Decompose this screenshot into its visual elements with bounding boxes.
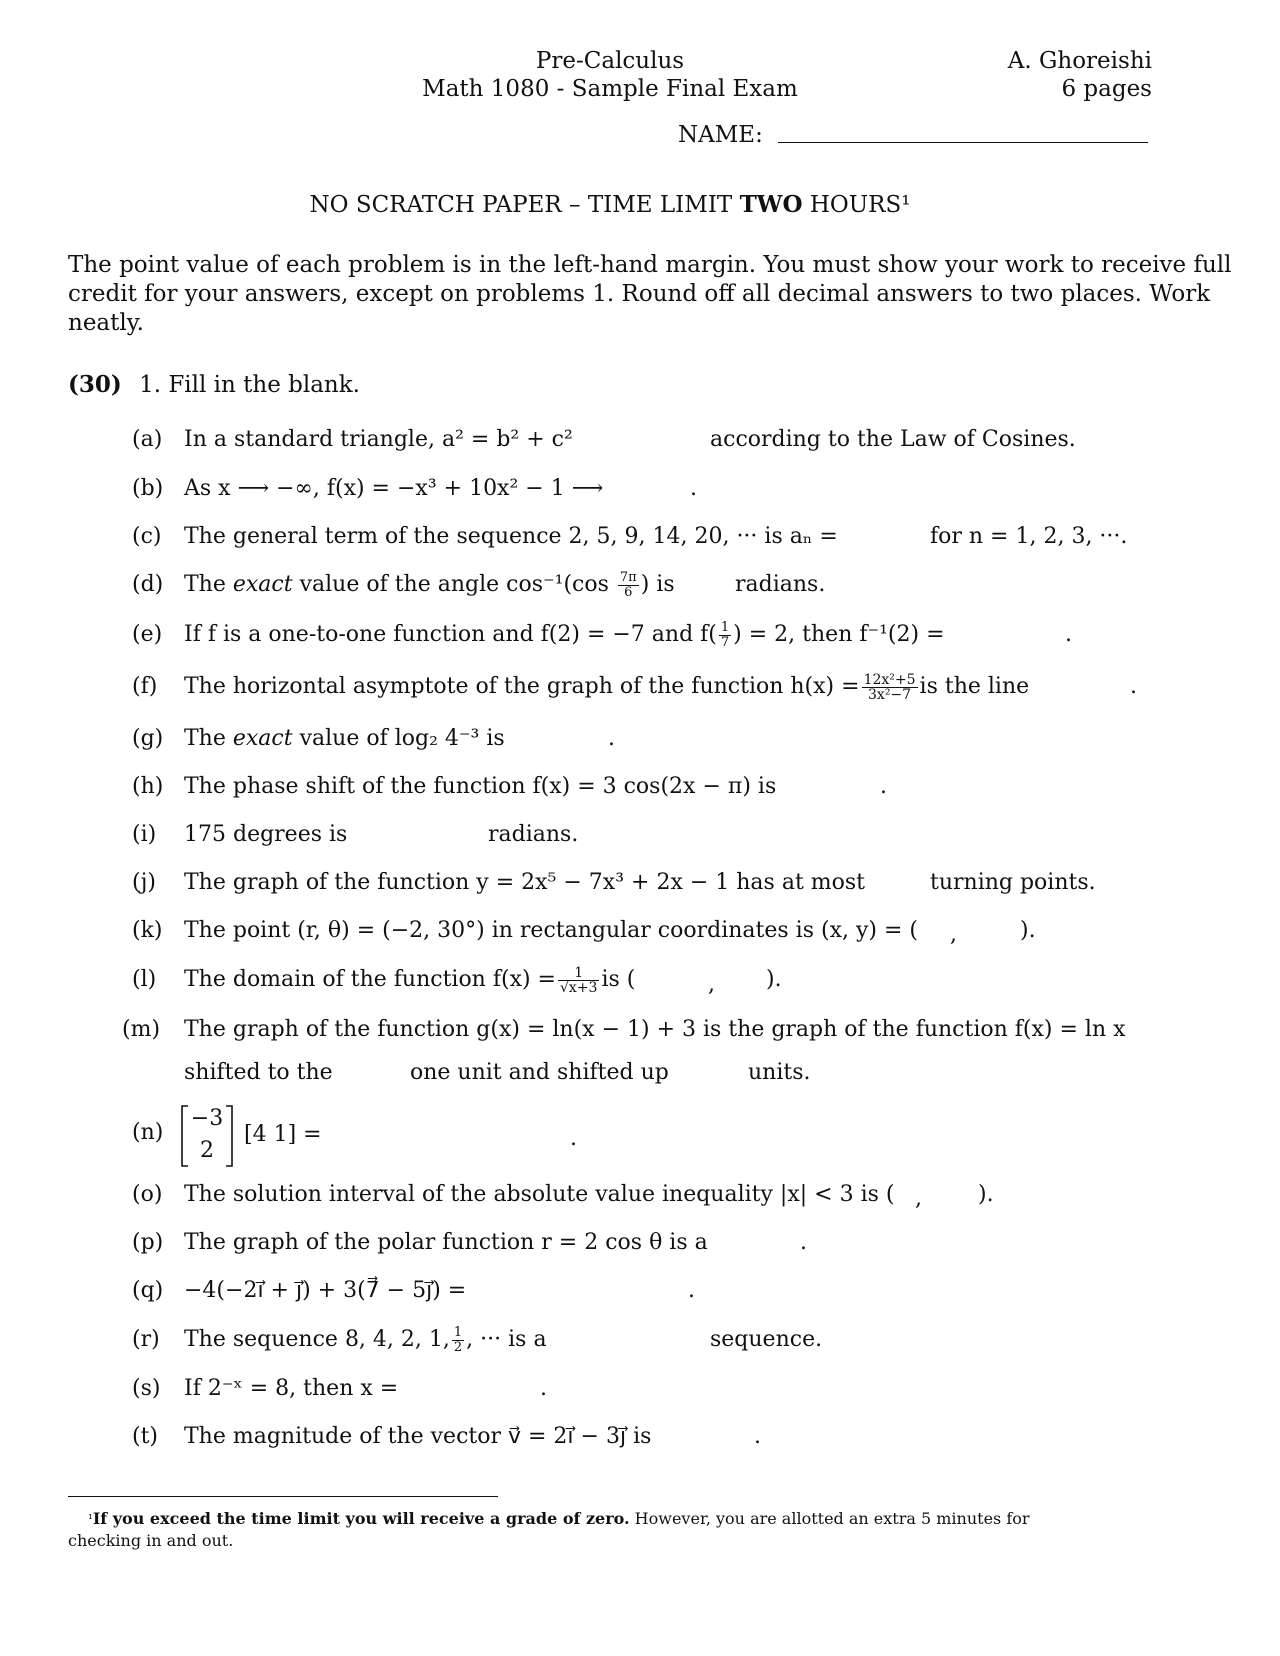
fraction-numerator: 1 bbox=[453, 1324, 463, 1340]
item-text-b: is ( bbox=[601, 967, 636, 992]
item-text: The graph of the polar function r = 2 cos θ is a bbox=[184, 1230, 708, 1255]
item-label: (o) bbox=[132, 1182, 163, 1207]
item-n-tail: . bbox=[570, 1126, 577, 1151]
footnote-mark: ¹ bbox=[88, 1512, 93, 1526]
item-text: The phase shift of the function f(x) = 3 cos(2x − π) is bbox=[184, 774, 777, 799]
item-text-emphasis: exact bbox=[232, 572, 293, 597]
item-text: −4(−2i⃗ + j⃗) + 3(7⃗ − 5j⃗) = bbox=[184, 1278, 467, 1303]
item-j bbox=[132, 868, 865, 898]
fraction bbox=[558, 966, 599, 995]
problem-title: 1. Fill in the blank. bbox=[139, 372, 360, 398]
item-k-close: ). bbox=[1020, 918, 1036, 943]
item-j-tail: turning points. bbox=[930, 870, 1096, 895]
item-text: As x ⟶ −∞, f(x) = −x³ + 10x² − 1 ⟶ bbox=[184, 476, 604, 501]
item-text-b: ) = 2, then f⁻¹(2) = bbox=[733, 622, 945, 647]
item-d bbox=[132, 570, 675, 600]
item-p-tail: . bbox=[800, 1230, 807, 1255]
item-label: (l) bbox=[132, 967, 157, 992]
item-o-comma: , bbox=[915, 1186, 922, 1211]
item-r bbox=[132, 1325, 547, 1355]
item-label: (q) bbox=[132, 1278, 164, 1303]
item-s bbox=[132, 1374, 398, 1404]
page-count: 6 pages bbox=[1061, 76, 1152, 102]
item-t-tail: . bbox=[754, 1424, 761, 1449]
item-o-close: ). bbox=[978, 1182, 994, 1207]
item-c-tail: for n = 1, 2, 3, ···. bbox=[930, 524, 1128, 549]
item-g bbox=[132, 724, 505, 754]
item-label: (r) bbox=[132, 1327, 160, 1352]
row-vector: [4 1] = bbox=[244, 1122, 322, 1147]
item-text: The solution interval of the absolute value inequality |x| < 3 is ( bbox=[184, 1182, 895, 1207]
item-text-b: is the line bbox=[919, 674, 1030, 699]
item-n-label: (n) bbox=[132, 1120, 164, 1145]
course-title: Pre-Calculus bbox=[535, 48, 685, 74]
exam-title: Math 1080 - Sample Final Exam bbox=[422, 76, 798, 102]
fraction-denominator: 7 bbox=[720, 634, 730, 650]
item-label: (h) bbox=[132, 774, 164, 799]
item-text-c: value of log₂ 4⁻³ is bbox=[292, 726, 505, 751]
item-text-d: ) is bbox=[640, 572, 675, 597]
item-f bbox=[132, 672, 1029, 702]
fraction bbox=[452, 1326, 464, 1355]
heading-part-1: NO SCRATCH PAPER – TIME LIMIT bbox=[309, 192, 740, 218]
item-label: (a) bbox=[132, 427, 163, 452]
item-m-line2-a: shifted to the bbox=[184, 1060, 333, 1085]
intro-line-3: neatly. bbox=[68, 310, 144, 336]
item-l-close: ). bbox=[766, 967, 782, 992]
heading-emphasis: TWO bbox=[739, 191, 803, 218]
item-e-tail: . bbox=[1065, 622, 1072, 647]
fraction-numerator: 7π bbox=[619, 569, 637, 585]
item-text: The magnitude of the vector v⃗ = 2i⃗ − 3j⃗ is bbox=[184, 1424, 652, 1449]
heading-part-3: HOURS¹ bbox=[802, 192, 911, 218]
fraction-numerator: 1 bbox=[558, 966, 599, 981]
item-label: (p) bbox=[132, 1230, 164, 1255]
item-label: (j) bbox=[132, 870, 156, 895]
name-field[interactable] bbox=[778, 142, 1148, 143]
item-t bbox=[132, 1422, 651, 1452]
fraction bbox=[862, 673, 918, 702]
item-r-tail: sequence. bbox=[710, 1327, 823, 1352]
item-k bbox=[132, 916, 918, 946]
item-text-a: The sequence 8, 4, 2, 1, bbox=[184, 1327, 450, 1352]
item-text: If 2⁻ˣ = 8, then x = bbox=[184, 1376, 399, 1401]
footnote-rest: However, you are allotted an extra 5 minutes for bbox=[629, 1509, 1030, 1528]
item-text-a: The domain of the function f(x) = bbox=[184, 967, 556, 992]
item-label: (b) bbox=[132, 476, 164, 501]
intro-line-2: credit for your answers, except on problems 1. Round off all decimal answers to two places. Work bbox=[68, 281, 1211, 307]
item-i-tail: radians. bbox=[488, 822, 579, 847]
footnote-line-1 bbox=[88, 1508, 1030, 1530]
item-h bbox=[132, 772, 776, 802]
item-text: 175 degrees is bbox=[184, 822, 348, 847]
item-text-c: value of the angle cos⁻¹(cos bbox=[292, 572, 616, 597]
item-o bbox=[132, 1180, 894, 1210]
fraction-numerator: 12x²+5 bbox=[863, 671, 916, 688]
item-k-comma: , bbox=[950, 922, 957, 947]
item-l bbox=[132, 965, 635, 995]
item-text: In a standard triangle, a² = b² + c² bbox=[184, 427, 573, 452]
item-text: The graph of the function y = 2x⁵ − 7x³ + 2x − 1 has at most bbox=[184, 870, 866, 895]
item-m bbox=[122, 1015, 1126, 1045]
footnote-bold: If you exceed the time limit you will receive a grade of zero. bbox=[92, 1509, 630, 1528]
fraction bbox=[618, 571, 639, 600]
item-label: (s) bbox=[132, 1376, 161, 1401]
item-label: (i) bbox=[132, 822, 157, 847]
item-c bbox=[132, 522, 838, 552]
item-q-tail: . bbox=[688, 1278, 695, 1303]
fraction-denominator: 2 bbox=[453, 1339, 463, 1355]
item-m-line2-b: one unit and shifted up bbox=[410, 1060, 669, 1085]
item-g-tail: . bbox=[608, 726, 615, 751]
column-vector-bottom: 2 bbox=[200, 1138, 214, 1163]
item-e bbox=[132, 620, 945, 650]
item-text: The point (r, θ) = (−2, 30°) in rectangular coordinates is (x, y) = ( bbox=[184, 918, 918, 943]
problem-1-header bbox=[68, 370, 360, 400]
column-vector-top: −3 bbox=[190, 1106, 224, 1131]
item-a-tail: according to the Law of Cosines. bbox=[710, 427, 1076, 452]
item-label: (m) bbox=[122, 1017, 161, 1042]
item-m-line2-c: units. bbox=[748, 1060, 811, 1085]
item-text-b: , ··· is a bbox=[466, 1327, 547, 1352]
item-label: (e) bbox=[132, 622, 163, 647]
fraction-denominator: √x+3 bbox=[560, 979, 598, 996]
footnote-line-2: checking in and out. bbox=[68, 1531, 234, 1550]
item-label: (f) bbox=[132, 674, 158, 699]
item-b bbox=[132, 474, 603, 504]
item-i bbox=[132, 820, 347, 850]
intro-line-1: The point value of each problem is in the left-hand margin. You must show your work to receive full bbox=[68, 252, 1232, 278]
item-text-a: The bbox=[184, 572, 233, 597]
item-h-tail: . bbox=[880, 774, 887, 799]
item-text-emphasis: exact bbox=[232, 726, 293, 751]
item-q bbox=[132, 1276, 466, 1306]
item-label: (k) bbox=[132, 918, 163, 943]
problem-points: (30) bbox=[68, 371, 122, 398]
fraction-denominator: 3x²−7 bbox=[868, 686, 912, 703]
item-text-a: If f is a one-to-one function and f(2) = −7 and f( bbox=[184, 622, 717, 647]
item-text: The graph of the function g(x) = ln(x − 1) + 3 is the graph of the function f(x) = ln x bbox=[184, 1017, 1126, 1042]
item-text-a: The bbox=[184, 726, 233, 751]
item-d-tail: radians. bbox=[735, 572, 826, 597]
item-a bbox=[132, 425, 573, 455]
item-label: (c) bbox=[132, 524, 162, 549]
item-text-a: The horizontal asymptote of the graph of the function h(x) = bbox=[184, 674, 860, 699]
author: A. Ghoreishi bbox=[1007, 48, 1152, 74]
item-b-tail: . bbox=[690, 476, 697, 501]
item-l-comma: , bbox=[708, 972, 715, 997]
item-s-tail: . bbox=[540, 1376, 547, 1401]
item-label: (g) bbox=[132, 726, 164, 751]
item-text: The general term of the sequence 2, 5, 9, 14, 20, ··· is aₙ = bbox=[184, 524, 838, 549]
item-label: (d) bbox=[132, 572, 164, 597]
item-f-tail: . bbox=[1130, 674, 1137, 699]
name-label: NAME: bbox=[678, 122, 763, 148]
footnote-rule bbox=[68, 1496, 498, 1497]
exam-rules-heading bbox=[0, 190, 1220, 220]
fraction-numerator: 1 bbox=[720, 619, 730, 635]
item-label: (t) bbox=[132, 1424, 159, 1449]
item-p bbox=[132, 1228, 708, 1258]
fraction-denominator: 6 bbox=[624, 584, 633, 600]
fraction bbox=[719, 621, 731, 650]
